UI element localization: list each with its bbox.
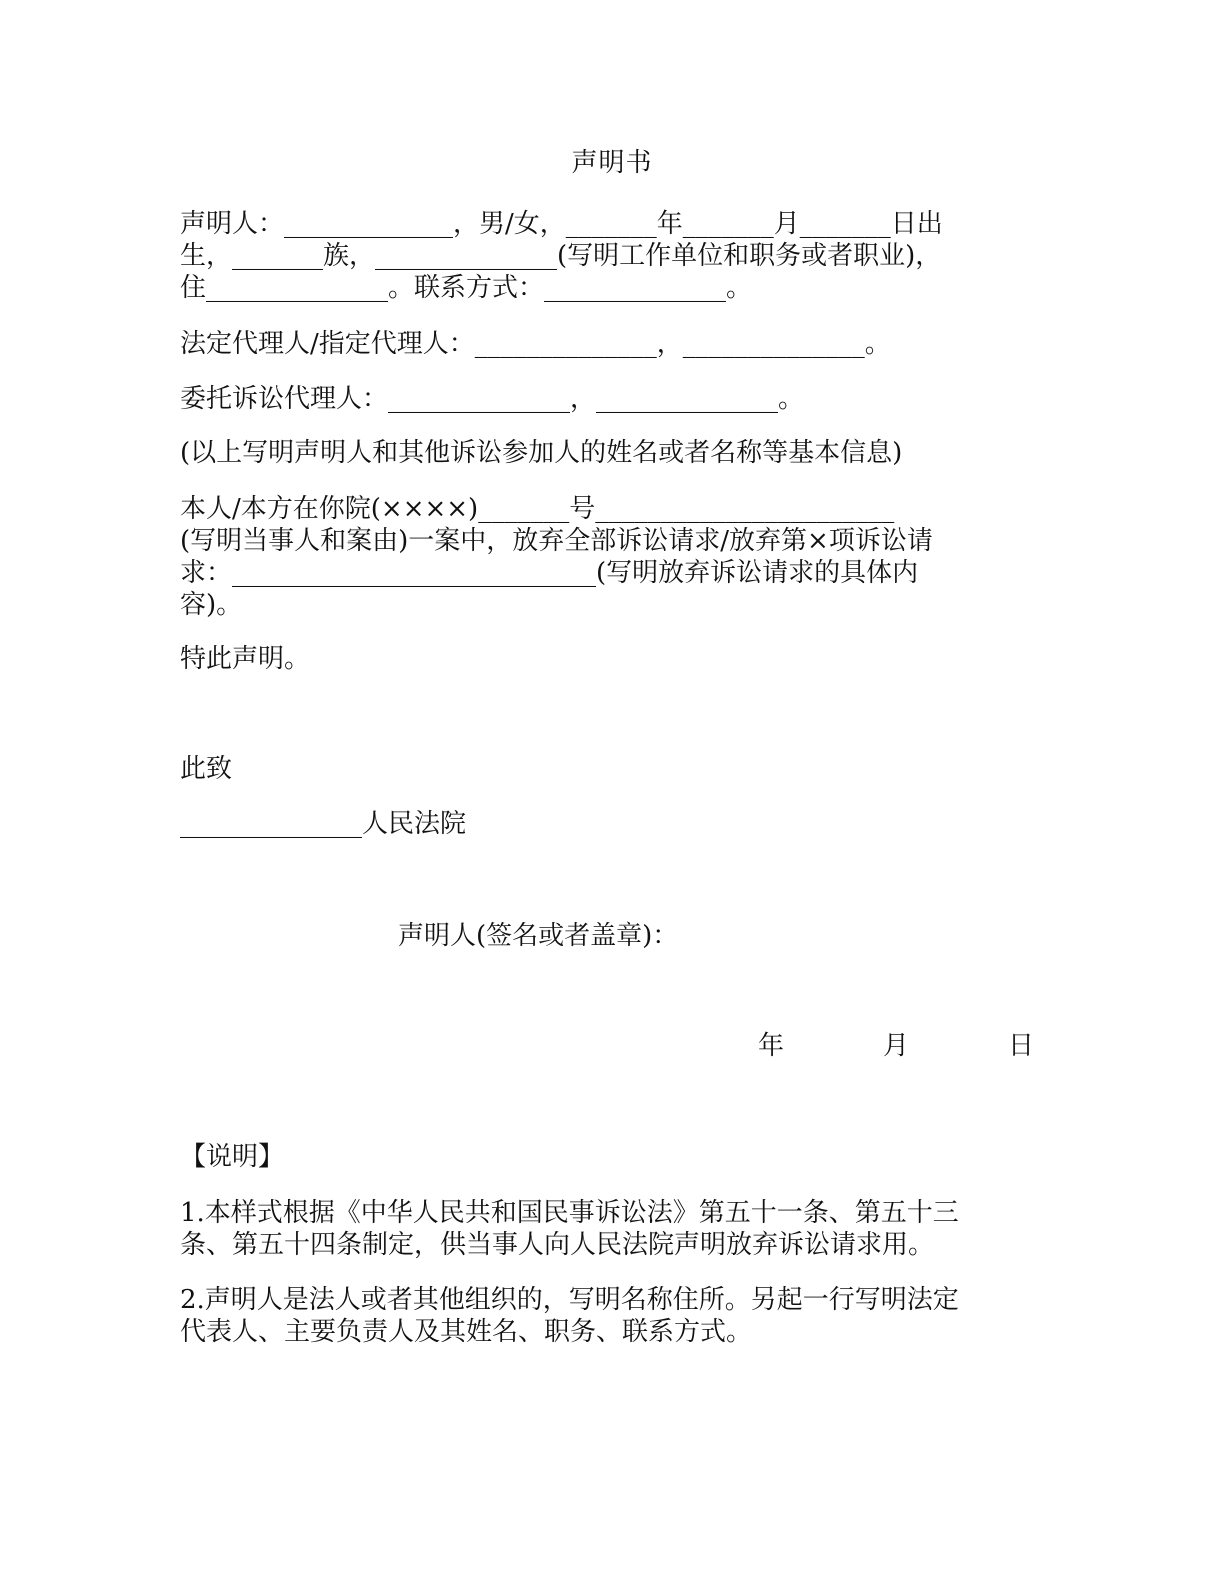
explanation-1-line-1: 1.本样式根据《中华人民共和国民事诉讼法》第五十一条、第五十三 xyxy=(180,1198,959,1228)
waiver-paragraph xyxy=(180,493,1020,621)
basic-info-note: (以上写明声明人和其他诉讼参加人的姓名或者名称等基本信息) xyxy=(180,438,903,468)
declarant-paragraph xyxy=(180,208,1020,304)
explanation-heading: 【说明】 xyxy=(180,1142,285,1172)
explanation-2-line-2: 代表人、主要负责人及其姓名、职务、联系方式。 xyxy=(180,1317,753,1347)
waiver-line-1: 本人/本方在你院(××××)_______号_______________________ xyxy=(180,494,895,524)
salutation: 此致 xyxy=(180,754,233,784)
waiver-line-3: 求：____________________________(写明放弃诉讼请求的具体内 xyxy=(180,558,919,588)
document-title: 声明书 xyxy=(571,148,653,178)
declarant-line-3: 住______________。联系方式：______________。 xyxy=(180,273,753,303)
explanation-item-2 xyxy=(180,1284,1020,1348)
explanation-1-line-2: 条、第五十四条制定，供当事人向人民法院声明放弃诉讼请求用。 xyxy=(180,1230,935,1260)
waiver-line-4: 容)。 xyxy=(180,590,243,620)
explanation-item-1 xyxy=(180,1197,1020,1261)
closing-statement: 特此声明。 xyxy=(180,644,311,674)
date-month: 月 xyxy=(883,1031,910,1061)
signature-line: 声明人(签名或者盖章)： xyxy=(398,921,679,951)
court-name-line: ______________人民法院 xyxy=(180,809,467,839)
declarant-line-1: 声明人：_____________，男/女，_______年_______月_______日出 xyxy=(180,209,943,239)
declarant-line-2: 生，_______族，______________(写明工作单位和职务或者职业)， xyxy=(180,241,942,271)
date-day: 日 xyxy=(1008,1031,1035,1061)
litigation-agent-line: 委托诉讼代理人：______________，______________。 xyxy=(180,384,805,414)
legal-representative-line: 法定代理人/指定代理人：______________，______________。 xyxy=(180,329,891,359)
date-year: 年 xyxy=(758,1031,785,1061)
explanation-2-line-1: 2.声明人是法人或者其他组织的，写明名称住所。另起一行写明法定 xyxy=(180,1285,959,1315)
waiver-line-2: (写明当事人和案由)一案中，放弃全部诉讼请求/放弃第×项诉讼请 xyxy=(180,526,933,556)
